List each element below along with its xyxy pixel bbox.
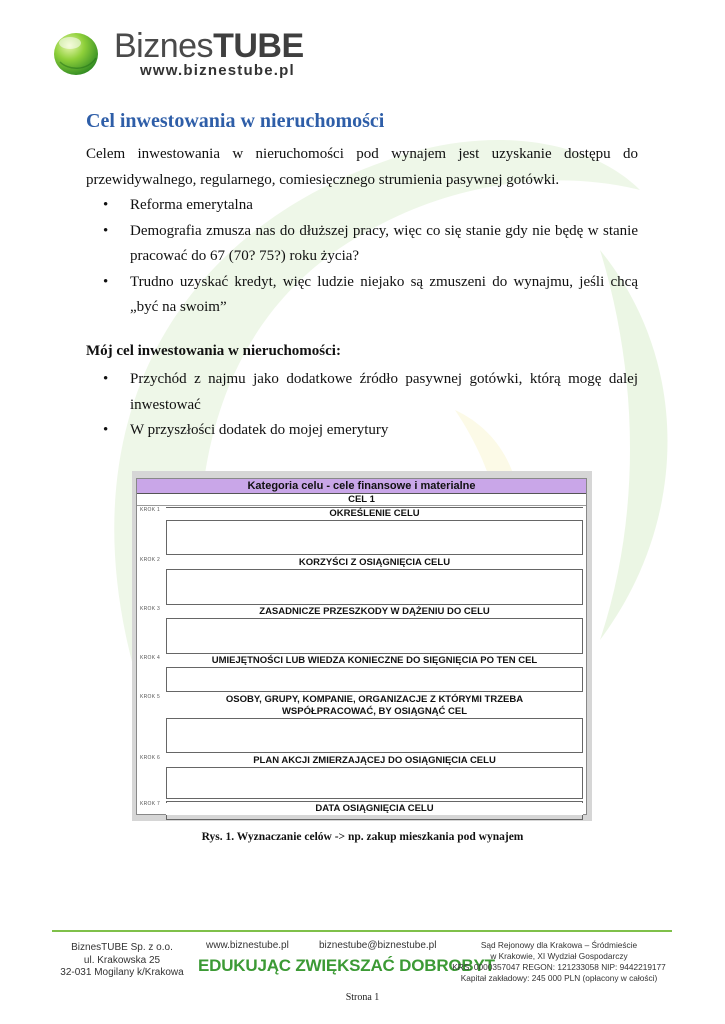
biznestube-logo	[52, 26, 312, 86]
footer-slogan: EDUKUJĄC ZWIĘKSZAĆ DOBROBYT	[198, 956, 495, 975]
worksheet-step: KROK 6 PLAN AKCJI ZMIERZAJĄCEJ DO OSIĄGNIĘCIA CELU	[137, 755, 586, 799]
worksheet-step: KROK 2 KORZYŚCI Z OSIĄGNIĘCIA CELU	[137, 557, 586, 605]
worksheet-title: Kategoria celu - cele finansowe i materialne	[137, 479, 586, 494]
logo-url: www.biznestube.pl	[140, 62, 295, 79]
worksheet-steps	[137, 507, 586, 814]
list-item: • Demografia zmusza nas do dłuższej pracy, więc co się stanie gdy nie będę w stanie pracować do 67 (70? 75?) roku życia?	[103, 222, 638, 264]
step-heading: ZASADNICZE PRZESZKODY W DĄŻENIU DO CELU	[166, 606, 583, 619]
worksheet-step: KROK 5 OSOBY, GRUPY, KOMPANIE, ORGANIZACJE Z KTÓRYMI TRZEBA WSPÓŁPRACOWAĆ, BY OSIĄGNĄĆ CEL	[137, 694, 586, 753]
worksheet-step: KROK 1 OKREŚLENIE CELU	[137, 507, 586, 555]
logo-wordmark: BiznesTUBE	[114, 27, 304, 65]
intro-block	[86, 142, 638, 321]
logo-ball-icon	[52, 28, 100, 76]
footer-company: BiznesTUBE Sp. z o.o. ul. Krakowska 25 32-031 Mogilany k/Krakowa	[60, 942, 184, 978]
worksheet-step: KROK 3 ZASADNICZE PRZESZKODY W DĄŻENIU DO CELU	[137, 606, 586, 654]
goal-worksheet	[136, 478, 587, 815]
sub-heading: Mój cel inwestowania w nieruchomości:	[86, 343, 341, 359]
reasons-list	[86, 193, 638, 321]
list-item: • Przychód z najmu jako dodatkowe źródło pasywnej gotówki, którą mogę dalej inwestować	[103, 371, 638, 413]
step-heading: UMIEJĘTNOŚCI LUB WIEDZA KONIECZNE DO SIĘGNIĘCIA PO TEN CEL	[166, 655, 583, 668]
step-heading: OSOBY, GRUPY, KOMPANIE, ORGANIZACJE Z KTÓRYMI TRZEBA WSPÓŁPRACOWAĆ, BY OSIĄGNĄĆ CEL	[166, 694, 583, 719]
list-item: • Trudno uzyskać kredyt, więc ludzie niejako są zmuszeni do wynajmu, jeśli chcą „być na swoim”	[103, 273, 638, 315]
step-heading: KORZYŚCI Z OSIĄGNIĘCIA CELU	[166, 557, 583, 570]
goals-block	[86, 367, 638, 444]
worksheet-step: KROK 4 UMIEJĘTNOŚCI LUB WIEDZA KONIECZNE DO SIĘGNIĘCIA PO TEN CEL	[137, 655, 586, 692]
footer-legal: Sąd Rejonowy dla Krakowa – Śródmieście w Krakowie, XI Wydział Gospodarczy KRS: 0000357047 REGON: 121233058 NIP: 9442219177 Kapitał zakładowy: 245 000 PLN (opłacony w całości)	[452, 940, 666, 983]
goal-worksheet-figure	[132, 471, 592, 821]
worksheet-step: KROK 7 DATA OSIĄGNIĘCIA CELU	[137, 801, 586, 820]
step-heading: OKREŚLENIE CELU	[166, 508, 583, 521]
list-item: • Reforma emerytalna	[103, 197, 253, 213]
list-item: • W przyszłości dodatek do mojej emerytury	[103, 422, 389, 438]
section-title: Cel inwestowania w nieruchomości	[86, 110, 385, 132]
worksheet-goal: CEL 1	[137, 494, 586, 506]
step-heading: PLAN AKCJI ZMIERZAJĄCEJ DO OSIĄGNIĘCIA CELU	[166, 755, 583, 768]
page-number: Strona 1	[345, 992, 380, 1003]
footer-website-link[interactable]: www.biznestube.pl	[206, 940, 289, 951]
goals-list	[86, 367, 638, 444]
footer-divider	[52, 930, 672, 932]
figure-caption: Rys. 1. Wyznaczanie celów -> np. zakup mieszkania pod wynajem	[201, 831, 524, 843]
footer-email-link[interactable]: biznestube@biznestube.pl	[319, 940, 437, 951]
step-heading: DATA OSIĄGNIĘCIA CELU	[166, 803, 583, 815]
intro-paragraph: Celem inwestowania w nieruchomości pod wynajem jest uzyskanie dostępu do przewidywalnego, regularnego, comiesięcznego strumienia pasywnej gotówki.	[86, 146, 638, 188]
